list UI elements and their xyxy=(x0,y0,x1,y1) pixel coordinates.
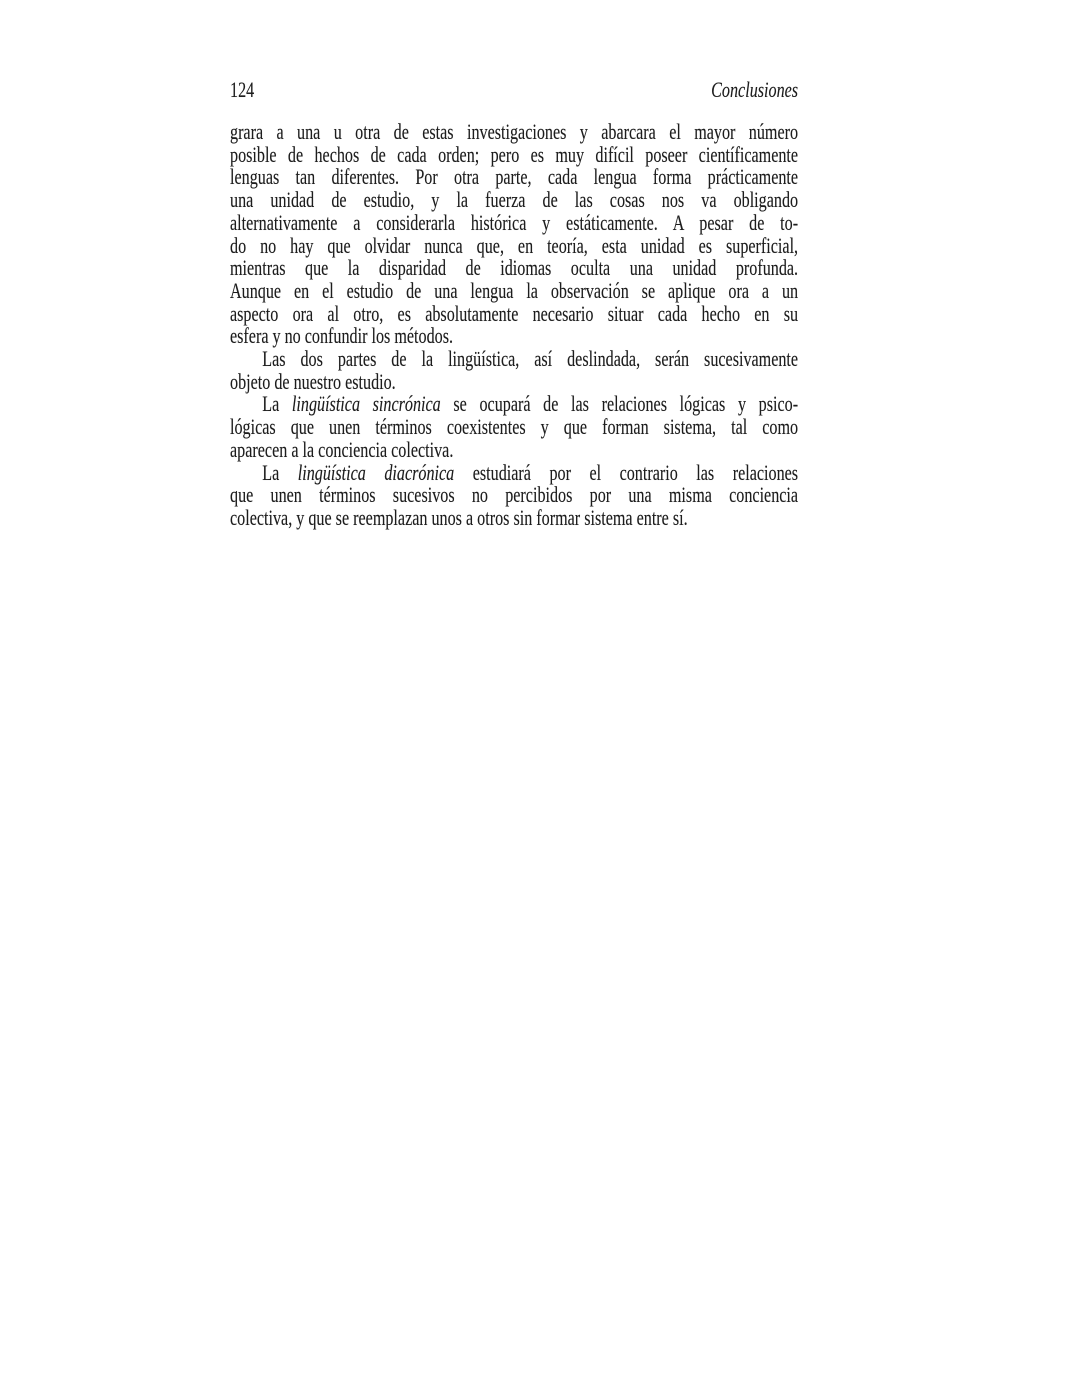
text-segment: lógicas que unen términos coexistentes y que forman sistema, tal como xyxy=(230,414,799,440)
paragraph xyxy=(230,459,799,530)
text-segment: Aunque en el estudio de una lengua la observación se aplique ora a un xyxy=(230,277,799,303)
text-line xyxy=(230,459,799,485)
text-segment: aparecen a la conciencia colectiva. xyxy=(230,436,454,462)
text-segment: esfera y no confundir los métodos. xyxy=(230,323,454,349)
page-body-text xyxy=(230,121,798,530)
running-header-title: Conclusiones xyxy=(711,77,799,102)
running-header xyxy=(230,79,798,101)
text-line xyxy=(230,368,798,394)
text-segment: La xyxy=(262,391,292,417)
text-line xyxy=(230,121,798,144)
text-segment: grara a una u otra de estas investigaciones y abarcara el mayor número xyxy=(230,119,799,144)
text-line xyxy=(230,277,799,303)
text-line xyxy=(230,166,798,189)
text-line xyxy=(230,325,798,348)
text-segment: aspecto ora al otro, es absolutamente necesario situar cada hecho en su xyxy=(230,300,799,326)
page-number: 124 xyxy=(230,77,255,102)
text-segment: alternativamente a considerarla histórica y estáticamente. A pesar de to- xyxy=(230,209,799,235)
text-segment: mientras que la disparidad de idiomas oculta una unidad profunda. xyxy=(230,255,799,281)
text-segment: objeto de nuestro estudio. xyxy=(230,368,396,394)
text-line xyxy=(230,436,798,462)
text-segment: lenguas tan diferentes. Por otra parte, cada lengua forma prácticamente xyxy=(230,164,799,190)
text-segment: colectiva, y que se reemplazan unos a otros sin formar sistema entre sí. xyxy=(230,504,688,530)
paragraph xyxy=(230,348,798,393)
text-segment: estudiará por el contrario las relaciones xyxy=(454,459,799,485)
text-segment: se ocupará de las relaciones lógicas y psico- xyxy=(440,391,799,417)
text-line xyxy=(230,393,798,416)
italic-text-segment: lingüística sincrónica xyxy=(291,391,441,417)
text-line xyxy=(230,141,799,167)
italic-text-segment: lingüística diacrónica xyxy=(297,459,455,485)
text-line xyxy=(230,209,799,235)
text-line xyxy=(230,189,798,212)
text-segment: posible de hechos de cada orden; pero es muy difícil poseer científicamente xyxy=(230,141,799,167)
text-segment: do no hay que olvidar nunca que, en teoría, esta unidad es superficial, xyxy=(230,232,799,258)
text-line xyxy=(230,232,799,258)
text-segment: una unidad de estudio, y la fuerza de las cosas nos va obligando xyxy=(230,187,799,213)
paragraph xyxy=(230,121,798,348)
text-segment: La xyxy=(262,459,298,485)
text-line xyxy=(230,348,798,371)
text-line xyxy=(230,504,798,530)
text-line xyxy=(230,416,798,439)
text-line xyxy=(230,257,798,280)
paragraph xyxy=(230,393,798,461)
text-line xyxy=(230,484,798,507)
text-segment: que unen términos sucesivos no percibidos por una misma conciencia xyxy=(230,482,799,508)
text-segment: Las dos partes de la lingüística, así deslindada, serán sucesivamente xyxy=(262,346,799,372)
text-line xyxy=(230,300,799,326)
